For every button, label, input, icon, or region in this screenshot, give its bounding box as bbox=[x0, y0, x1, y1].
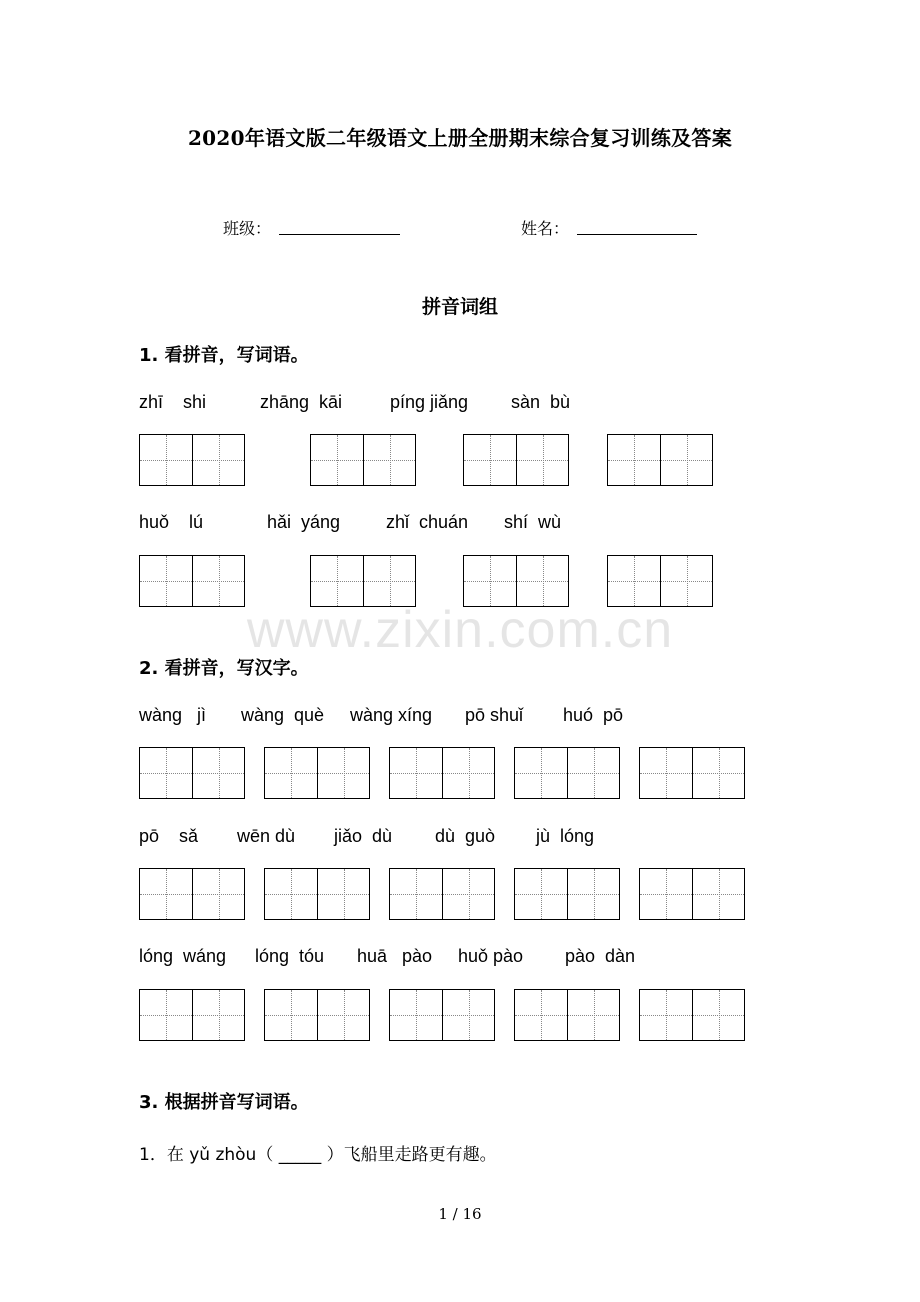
writing-grid[interactable] bbox=[514, 747, 620, 799]
pinyin-label: zhāng kāi bbox=[260, 392, 343, 412]
pinyin-label: jù lóng bbox=[536, 826, 595, 846]
pinyin-label: wēn dù bbox=[237, 826, 296, 846]
pinyin-label: huā pào bbox=[357, 946, 433, 966]
writing-grid[interactable] bbox=[639, 989, 745, 1041]
pinyin-label: jiǎo dù bbox=[334, 826, 393, 846]
writing-grid[interactable] bbox=[607, 434, 713, 486]
pinyin-label: dù guò bbox=[435, 826, 496, 846]
question-3-heading: 3. 根据拼音写词语。 bbox=[139, 1092, 309, 1113]
page-number: 1 / 16 bbox=[438, 1205, 482, 1223]
pinyin-label: hǎi yáng bbox=[267, 512, 341, 532]
pinyin-label: shí wù bbox=[504, 512, 562, 532]
name-label: 姓名： bbox=[521, 219, 570, 238]
pinyin-label: lóng tóu bbox=[255, 946, 325, 966]
writing-grid[interactable] bbox=[463, 434, 569, 486]
class-label: 班级： bbox=[223, 219, 272, 238]
pinyin-label: wàng què bbox=[241, 705, 325, 725]
pinyin-label: huǒ pào bbox=[458, 946, 524, 966]
pinyin-label: píng jiǎng bbox=[390, 392, 469, 412]
pinyin-label: wàng jì bbox=[139, 705, 207, 725]
writing-grid[interactable] bbox=[389, 747, 495, 799]
pinyin-label: huǒ lú bbox=[139, 512, 204, 532]
pinyin-label: zhī shi bbox=[139, 392, 207, 412]
name-blank[interactable] bbox=[577, 234, 697, 235]
question-3-sentence-1: 1．在 yǔ zhòu（ _____ ）飞船里走路更有趣。 bbox=[139, 1145, 497, 1165]
writing-grid[interactable] bbox=[264, 747, 370, 799]
question-1-heading: 1. 看拼音，写词语。 bbox=[139, 345, 309, 366]
writing-grid[interactable] bbox=[139, 868, 245, 920]
section-title: 拼音词组 bbox=[421, 296, 498, 318]
pinyin-label: pào dàn bbox=[565, 946, 636, 966]
writing-grid[interactable] bbox=[514, 989, 620, 1041]
writing-grid[interactable] bbox=[264, 868, 370, 920]
writing-grid[interactable] bbox=[639, 747, 745, 799]
writing-grid[interactable] bbox=[514, 868, 620, 920]
pinyin-label: wàng xíng bbox=[350, 705, 433, 725]
watermark: www.zixin.com.cn bbox=[246, 601, 674, 659]
class-blank[interactable] bbox=[279, 234, 400, 235]
pinyin-label: sàn bù bbox=[511, 392, 571, 412]
pinyin-label: zhǐ chuán bbox=[386, 512, 469, 532]
writing-grid[interactable] bbox=[639, 868, 745, 920]
writing-grid[interactable] bbox=[139, 434, 245, 486]
pinyin-label: pō shuǐ bbox=[465, 705, 524, 725]
writing-grid[interactable] bbox=[389, 868, 495, 920]
pinyin-label: huó pō bbox=[563, 705, 624, 725]
pinyin-label: pō sǎ bbox=[139, 826, 199, 846]
document-title: 2020年语文版二年级语文上册全册期末综合复习训练及答案 bbox=[187, 126, 733, 150]
writing-grid[interactable] bbox=[310, 434, 416, 486]
pinyin-label: lóng wáng bbox=[139, 946, 227, 966]
writing-grid[interactable] bbox=[139, 747, 245, 799]
writing-grid[interactable] bbox=[264, 989, 370, 1041]
writing-grid[interactable] bbox=[139, 989, 245, 1041]
question-2-heading: 2. 看拼音，写汉字。 bbox=[139, 658, 309, 679]
writing-grid[interactable] bbox=[389, 989, 495, 1041]
